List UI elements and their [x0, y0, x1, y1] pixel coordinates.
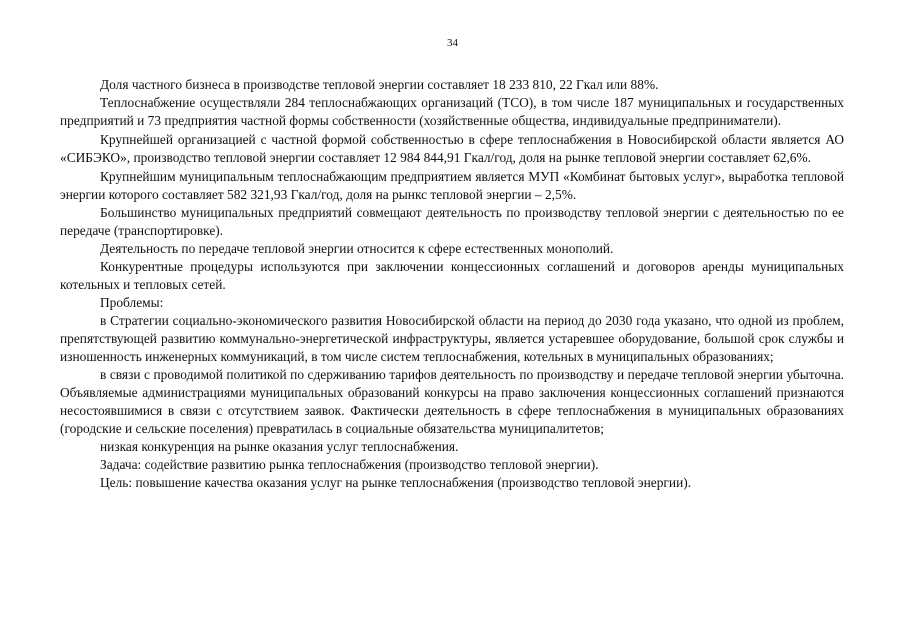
- paragraph-competitive-procedures: Конкурентные процедуры используются при заключении концессионных соглашений и договоров аренды муниципальных котельных и тепловых сетей.: [60, 259, 844, 292]
- paragraph-largest-municipal: Крупнейшим муниципальным теплоснабжающим предприятием является МУП «Комбинат бытовых услуг», выработка тепловой энергии которого составляет 582 321,93 Гкал/год, доля на рынкс тепловой энергии – 2,5%.: [60, 169, 844, 202]
- paragraph-problem-competition: низкая конкуренция на рынке оказания услуг теплоснабжения.: [100, 439, 459, 454]
- document-body: [60, 76, 844, 492]
- paragraph-problem-strategy: в Стратегии социально-экономического развития Новосибирской области на период до 2030 года указано, что одной из проблем, препятствующей развитию коммунально-энергетической инфраструктуры, является устаревшее оборудование, большой срок службы и изношенность инженерных коммуникаций, в том числе систем теплоснабжения, котельных в муниципальных образованиях;: [60, 313, 844, 364]
- page-number: 34: [447, 37, 458, 49]
- paragraph-problem-tariffs: в связи с проводимой политикой по сдерживанию тарифов деятельность по производству и передаче тепловой энергии убыточна. Объявляемые администрациями муниципальных образований конкурсы на право заключения концессионных соглашений признаются несостоявшимися в связи с отсутствием заявок. Фактически деятельность в сфере теплоснабжения в муниципальных образованиях (городские и сельские поселения) превратилась в социальные обязательства муниципалитетов;: [60, 367, 844, 436]
- paragraph-private-share: Доля частного бизнеса в производстве тепловой энергии составляет 18 233 810, 22 Гкал или 88%.: [100, 77, 659, 92]
- paragraph-largest-private: Крупнейшей организацией с частной формой собственностью в сфере теплоснабжения в Новосибирской области является АО «СИБЭКО», производство тепловой энергии составляет 12 984 844,91 Гкал/год, доля на рынке тепловой энергии составляет 62,6%.: [60, 132, 844, 165]
- paragraph-natural-monopoly: Деятельность по передаче тепловой энергии относится к сфере естественных монополий.: [100, 241, 614, 256]
- paragraph-problems-heading: Проблемы:: [100, 295, 164, 310]
- paragraph-heat-suppliers: Теплоснабжение осуществляли 284 теплоснабжающих организаций (ТСО), в том числе 187 муниципальных и государственных предприятий и 73 предприятия частной формы собственности (хозяйственные общества, индивидуальные предприниматели).: [60, 95, 844, 128]
- paragraph-task: Задача: содействие развитию рынка теплоснабжения (производство тепловой энергии).: [100, 457, 599, 472]
- paragraph-combined-activity: Большинство муниципальных предприятий совмещают деятельность по производству тепловой энергии с деятельностью по ее передаче (транспортировке).: [60, 205, 844, 238]
- paragraph-goal: Цель: повышение качества оказания услуг на рынке теплоснабжения (производство тепловой энергии).: [100, 475, 692, 490]
